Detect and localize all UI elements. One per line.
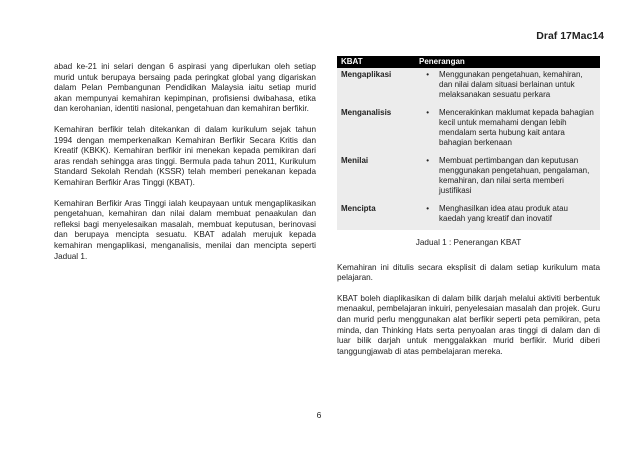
left-paragraph-3: Kemahiran Berfikir Aras Tinggi ialah keupayaan untuk mengaplikasikan pengetahuan, kemahiran dan nilai dalam membuat penaakulan dan refleksi bagi menyelesaikan masalah, membuat keputusan, berinovasi dan berupaya mencipta sesuatu. KBAT adalah merujuk kepada kemahiran mengaplikasi, menganalisis, menilai dan mencipta seperti Jadual 1. [54, 198, 316, 261]
table-cell-desc: Membuat pertimbangan dan keputusan menggunakan pengetahuan, pengalaman, kemahiran, dan nilai serta memberi justifikasi [435, 154, 600, 202]
kbat-table [337, 56, 600, 230]
table-row [337, 106, 600, 154]
table-cell-desc: Menghasilkan idea atau produk atau kaedah yang kreatif dan inovatif [435, 202, 600, 230]
right-column [337, 56, 600, 367]
bullet-icon: • [415, 154, 435, 202]
table-header-kbat: KBAT [337, 56, 415, 68]
left-paragraph-1: abad ke-21 ini selari dengan 6 aspirasi yang diperlukan oleh setiap murid untuk berupaya bersaing pada peringkat global yang digariskan dalam Pelan Pembangunan Pendidikan Malaysia iaitu setiap murid akan mempunyai kemahiran kepimpinan, profisiensi dwibahasa, etika dan kerohanian, identiti nasional, pengetahuan dan kemahiran berfikir. [54, 62, 316, 114]
table-header-row [337, 56, 600, 68]
bullet-icon: • [415, 68, 435, 106]
page-number: 6 [316, 410, 322, 420]
table-cell-term: Menganalisis [337, 106, 415, 154]
draft-label: Draf 17Mac14 [536, 30, 604, 42]
table-cell-term: Mengaplikasi [337, 68, 415, 106]
table-row [337, 68, 600, 106]
left-column [54, 62, 316, 272]
table-row [337, 202, 600, 230]
table-cell-desc: Menggunakan pengetahuan, kemahiran, dan nilai dalam situasi berlainan untuk melaksanakan sesuatu perkara [435, 68, 600, 106]
bullet-icon: • [415, 106, 435, 154]
table-cell-term: Mencipta [337, 202, 415, 230]
bullet-icon: • [415, 202, 435, 230]
table-header-penerangan: Penerangan [415, 56, 600, 68]
table-caption: Jadual 1 : Penerangan KBAT [415, 238, 522, 247]
table-cell-term: Menilai [337, 154, 415, 202]
table-row [337, 154, 600, 202]
right-paragraph-2: KBAT boleh diaplikasikan di dalam bilik darjah melalui aktiviti berbentuk menaakul, pembelajaran inkuiri, penyelesaian masalah dan projek. Guru dan murid perlu menggunakan alat berfikir seperti peta pemikiran, peta minda, dan Thinking Hats serta penyoalan aras tinggi di dalam dan di luar bilik darjah untuk menggalakkan murid berfikir. Murid diberi tanggungjawab di atas pembelajaran mereka. [337, 293, 600, 356]
right-paragraph-1: Kemahiran ini ditulis secara eksplisit di dalam setiap kurikulum mata pelajaran. [337, 262, 600, 283]
table-cell-desc: Mencerakinkan maklumat kepada bahagian kecil untuk memahami dengan lebih mendalam serta hubung kait antara bahagian berkenaan [435, 106, 600, 154]
left-paragraph-2: Kemahiran berfikir telah ditekankan di dalam kurikulum sejak tahun 1994 dengan memperkenalkan Kemahiran Berfikir Secara Kritis dan Kreatif (KBKK). Kemahiran berfikir ini menekan kepada pemikiran dari aras rendah sehingga aras tinggi. Bermula pada tahun 2011, Kurikulum Standard Sekolah Rendah (KSSR) telah memberi penekanan kepada Kemahiran Berfikir Aras Tinggi (KBAT). [54, 124, 316, 187]
